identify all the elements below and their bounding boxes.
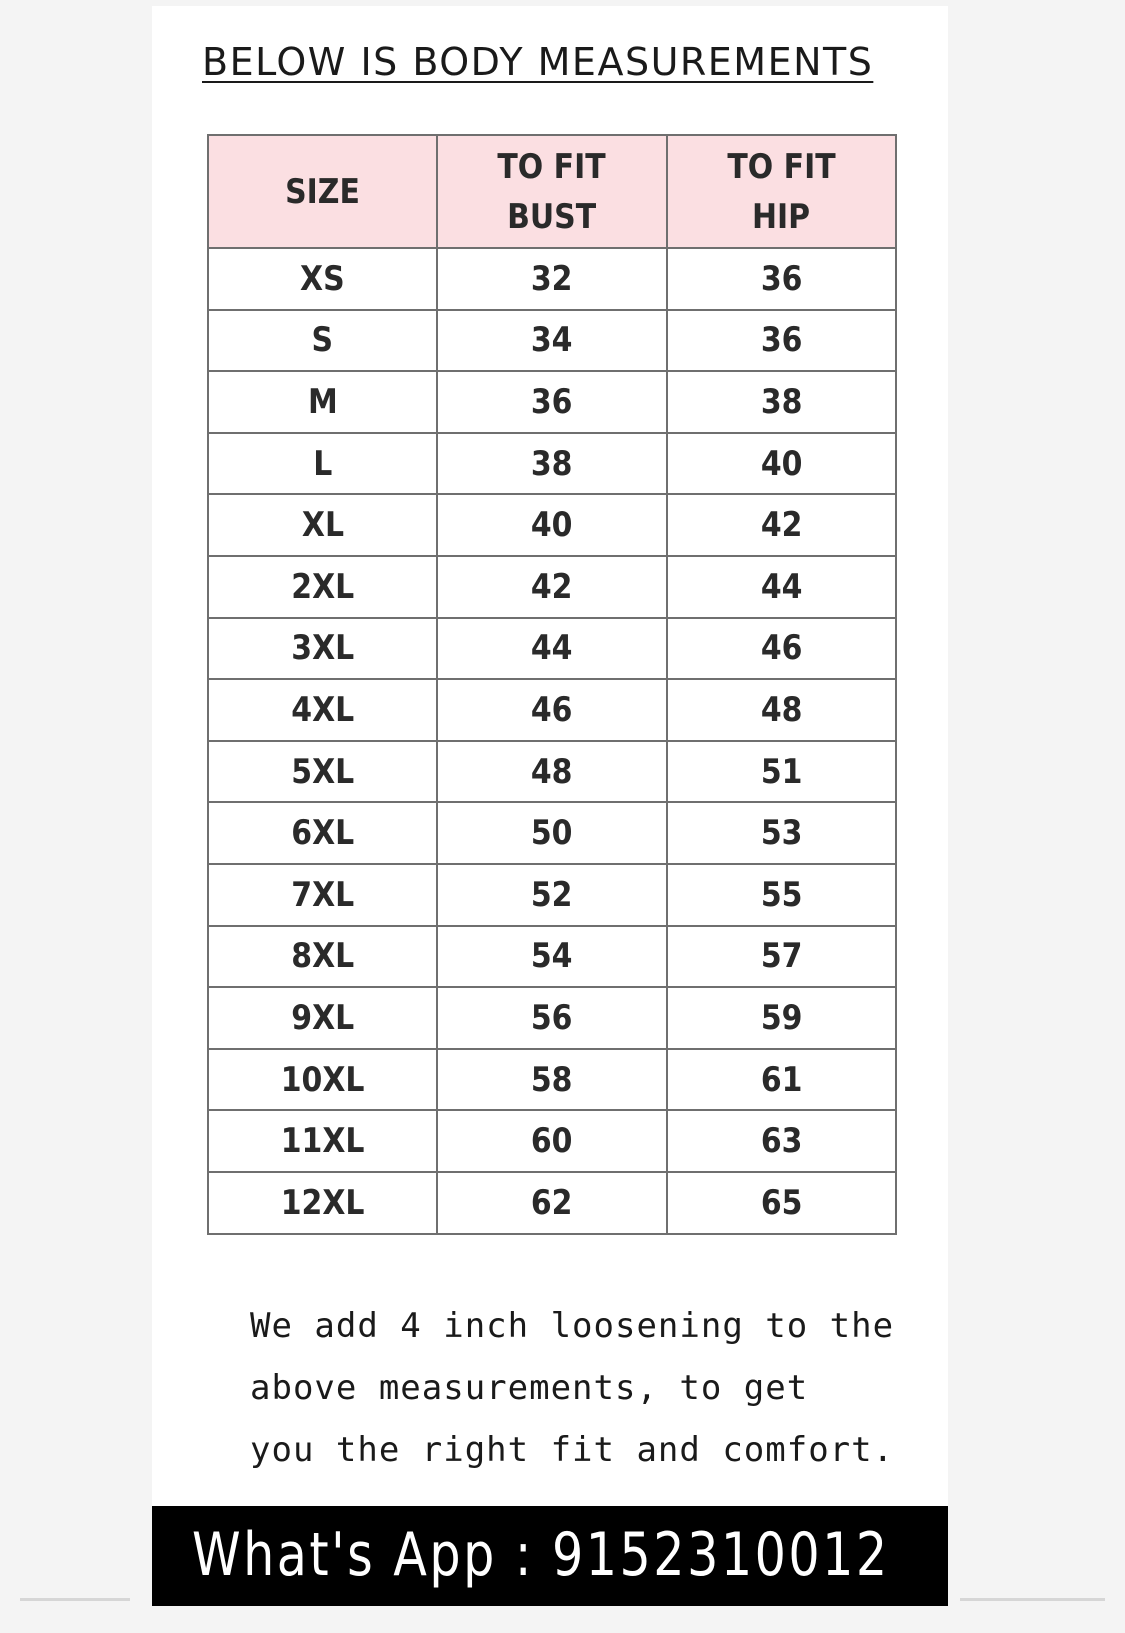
cell-bust: 54 [437, 926, 666, 988]
cell-size: 4XL [208, 679, 437, 741]
cell-hip: 36 [667, 248, 896, 310]
page-title: BELOW IS BODY MEASUREMENTS [202, 40, 874, 84]
whatsapp-footer-bar [152, 1506, 948, 1606]
table-row [208, 1049, 896, 1111]
table-row [208, 1110, 896, 1172]
cell-hip: 51 [667, 741, 896, 803]
cell-bust: 52 [437, 864, 666, 926]
table-row [208, 679, 896, 741]
table-header-row [208, 135, 896, 248]
cell-hip: 48 [667, 679, 896, 741]
cell-hip: 63 [667, 1110, 896, 1172]
cell-size: 8XL [208, 926, 437, 988]
header-hip: TO FIT HIP [667, 135, 896, 248]
note-line-1: We add 4 inch loosening to the [250, 1306, 895, 1346]
cell-size: 10XL [208, 1049, 437, 1111]
size-chart-table [207, 134, 897, 1235]
cell-size: 5XL [208, 741, 437, 803]
cell-bust: 46 [437, 679, 666, 741]
whatsapp-contact[interactable]: What's App : 9152310012 [192, 1520, 890, 1590]
cell-hip: 40 [667, 433, 896, 495]
header-bust: TO FIT BUST [437, 135, 666, 248]
cell-bust: 36 [437, 371, 666, 433]
cell-size: 6XL [208, 802, 437, 864]
cell-bust: 56 [437, 987, 666, 1049]
cell-bust: 44 [437, 618, 666, 680]
cell-bust: 32 [437, 248, 666, 310]
cell-size: L [208, 433, 437, 495]
cell-size: 12XL [208, 1172, 437, 1234]
cell-hip: 42 [667, 494, 896, 556]
table-row [208, 741, 896, 803]
cell-hip: 46 [667, 618, 896, 680]
cell-bust: 62 [437, 1172, 666, 1234]
header-size: SIZE [208, 135, 437, 248]
table-row [208, 987, 896, 1049]
cell-hip: 65 [667, 1172, 896, 1234]
table-row [208, 310, 896, 372]
table-row [208, 926, 896, 988]
loosening-note [250, 1295, 940, 1481]
cell-bust: 40 [437, 494, 666, 556]
cell-bust: 48 [437, 741, 666, 803]
cell-size: 3XL [208, 618, 437, 680]
cell-bust: 42 [437, 556, 666, 618]
cell-hip: 53 [667, 802, 896, 864]
cell-hip: 61 [667, 1049, 896, 1111]
bottom-edge-line-right [960, 1598, 1105, 1601]
cell-size: XL [208, 494, 437, 556]
cell-bust: 50 [437, 802, 666, 864]
table-body [208, 248, 896, 1234]
cell-size: 9XL [208, 987, 437, 1049]
cell-bust: 34 [437, 310, 666, 372]
cell-hip: 36 [667, 310, 896, 372]
table-row [208, 864, 896, 926]
cell-size: S [208, 310, 437, 372]
table-row [208, 556, 896, 618]
cell-size: 7XL [208, 864, 437, 926]
cell-hip: 38 [667, 371, 896, 433]
cell-size: 11XL [208, 1110, 437, 1172]
cell-hip: 44 [667, 556, 896, 618]
cell-hip: 55 [667, 864, 896, 926]
cell-size: M [208, 371, 437, 433]
cell-bust: 38 [437, 433, 666, 495]
cell-bust: 58 [437, 1049, 666, 1111]
cell-hip: 57 [667, 926, 896, 988]
table-row [208, 433, 896, 495]
table-row [208, 248, 896, 310]
table-row [208, 618, 896, 680]
cell-bust: 60 [437, 1110, 666, 1172]
note-line-2: above measurements, to get [250, 1368, 809, 1408]
cell-hip: 59 [667, 987, 896, 1049]
cell-size: XS [208, 248, 437, 310]
table-row [208, 802, 896, 864]
table-row [208, 371, 896, 433]
table-row [208, 494, 896, 556]
bottom-edge-line-left [20, 1598, 130, 1601]
cell-size: 2XL [208, 556, 437, 618]
note-line-3: you the right fit and comfort. [250, 1430, 895, 1470]
table-row [208, 1172, 896, 1234]
